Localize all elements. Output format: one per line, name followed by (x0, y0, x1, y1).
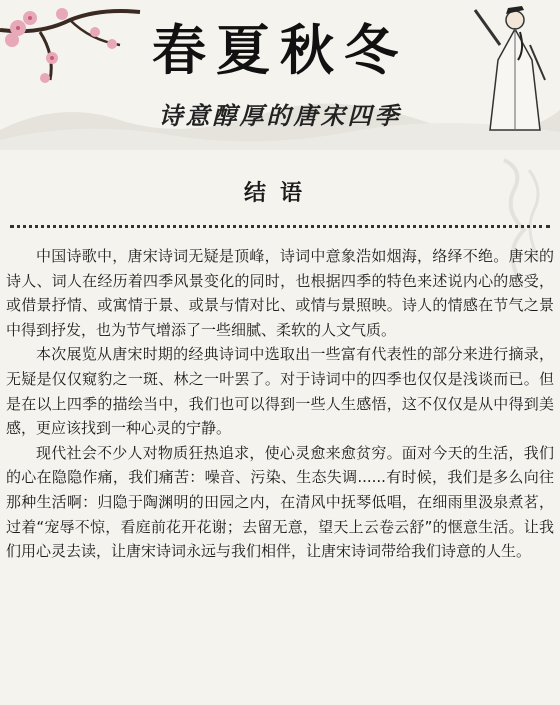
paragraph: 中国诗歌中，唐宋诗词无疑是顶峰，诗词中意象浩如烟海，络绎不绝。唐宋的诗人、词人在经历着四季风景变化的同时，也根据四季的特色来述说内心的感受，或借景抒情、或寓情于景、或景与情对比、或情与景照映。诗人的情感在节气之景中得到抒发，也为节气增添了一些细腻、柔软的人文气质。 (6, 247, 554, 339)
paragraph: 本次展览从唐宋时期的经典诗词中选取出一些富有代表性的部分来进行摘录，无疑是仅仅窥豹之一斑、林之一叶罢了。对于诗词中的四季也仅仅是浅谈而已。但是在以上四季的描绘当中，我们也可以得到一些人生感悟，这不仅仅是从中得到美感，更应该找到一种心灵的宁静。 (6, 345, 554, 438)
body-text (6, 244, 554, 564)
page-subtitle: 诗意醇厚的唐宋四季 (158, 101, 402, 130)
section-title: 结语 (243, 180, 316, 206)
page-title: 春夏秋冬 (152, 18, 408, 82)
dotted-divider (10, 225, 550, 228)
paragraph: 现代社会不少人对物质狂热追求，使心灵愈来愈贫穷。面对今天的生活，我们的心在隐隐作痛，我们痛苦：噪音、污染、生态失调......有时候，我们是多么向往那种生活啊：归隐于陶渊明的田园之内，在清风中抚琴低唱，在细雨里汲泉煮茗，过着“宠辱不惊，看庭前花开花谢；去留无意，望天上云卷云舒”的惬意生活。让我们用心灵去读，让唐宋诗词永远与我们相伴，让唐宋诗词带给我们诗意的人生。 (6, 443, 554, 561)
header (0, 0, 560, 150)
